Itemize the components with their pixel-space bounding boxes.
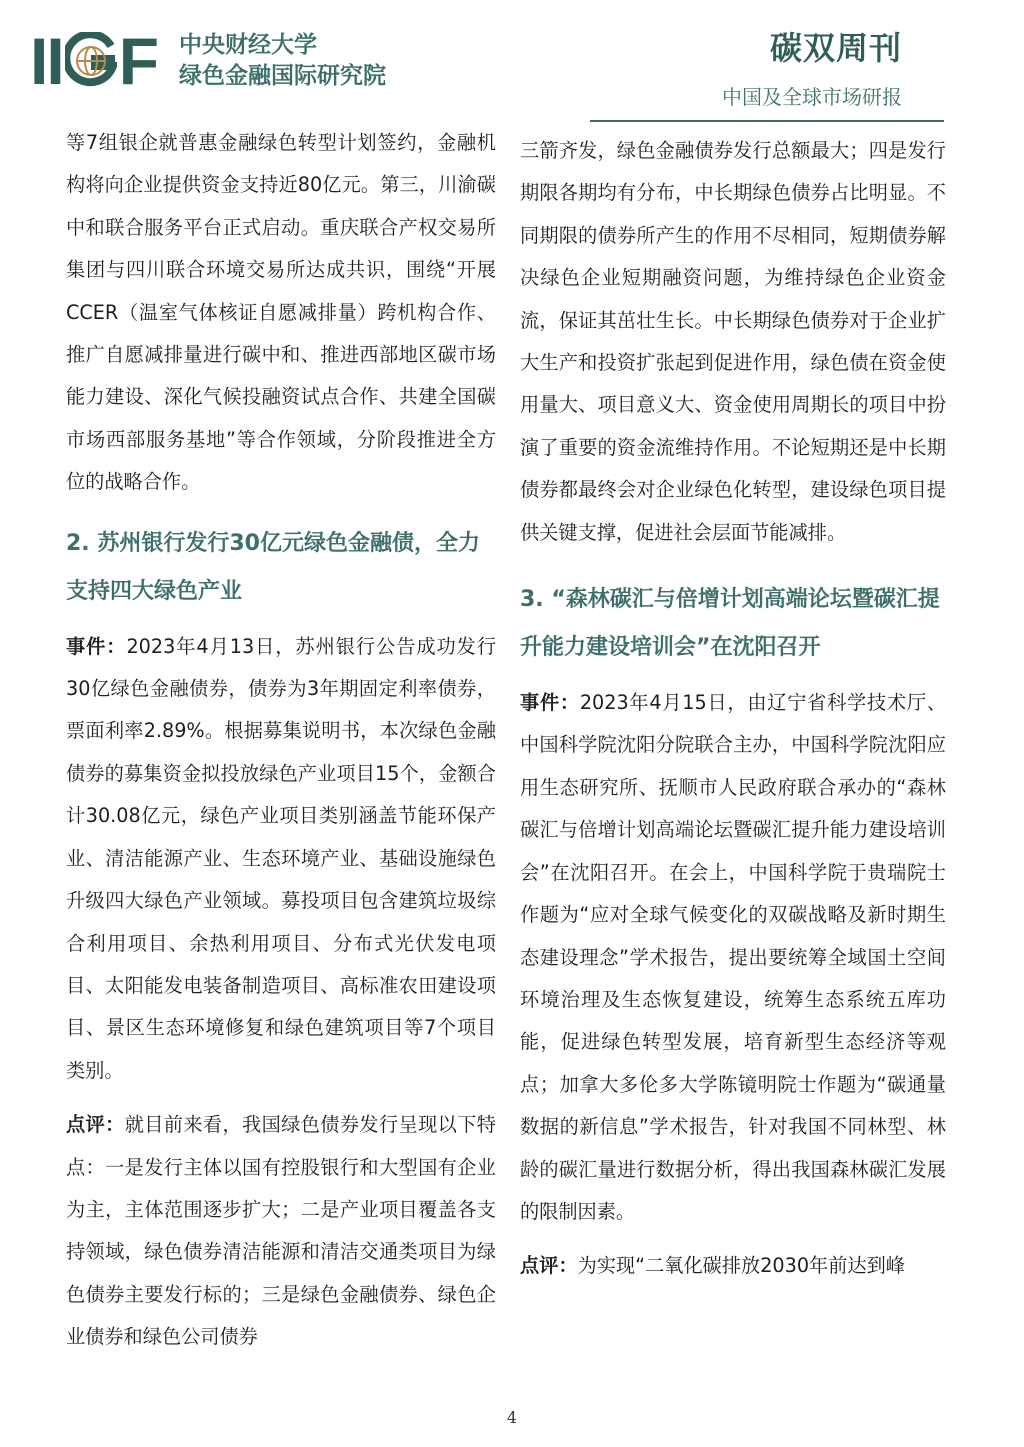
left-column [66, 122, 496, 1359]
event-text: 2023年4月15日，由辽宁省科学技术厅、中国科学院沈阳分院联合主办，中国科学院沈阳应用生态研究所、抚顺市人民政府联合承办的“森林碳汇与倍增计划高端论坛暨碳汇提升能力建设培训会”在沈阳召开。在会上，中国科学院于贵瑞院士作题为“应对全球气候变化的双碳战略及新时期生态建设理念”学术报告，提出要统筹全域国土空间环境治理及生态恢复建设，统筹生态系统五库功能，促进绿色转型发展，培育新型生态经济等观点；加拿大多伦多大学陈镜明院士作题为“碳通量数据的新信息”学术报告，针对我国不同林型、林龄的碳汇量进行数据分析，得出我国森林碳汇发展的限制因素。 [520, 691, 947, 1223]
logo-mark [30, 24, 158, 98]
section-3-comment [520, 1245, 946, 1287]
event-text: 2023年4月13日，苏州银行公告成功发行30亿绿色金融债券，债券为3年期固定利率债券，票面利率2.89%。根据募集说明书，本次绿色金融债券的募集资金拟投放绿色产业项目15个，金额合计30.08亿元，绿色产业项目类别涵盖节能环保产业、清洁能源产业、生态环境产业、基础设施绿色升级四大绿色产业领域。募投项目包含建筑垃圾综合利用项目、余热利用项目、分布式光伏发电项目、太阳能发电装备制造项目、高标准农田建设项目、景区生态环境修复和绿色建筑项目等7个项目类别。 [66, 634, 497, 1082]
section-2-comment [66, 1104, 496, 1358]
logo-mark-left: II [30, 24, 63, 98]
comment-text: 就目前来看，我国绿色债券发行呈现以下特点：一是发行主体以国有控股银行和大型国有企业为主，主体范围逐步扩大；二是产业项目覆盖各支持领域，绿色债券清洁能源和清洁交通类项目为绿色债券主要发行标的；三是绿色金融债券、绿色企业债券和绿色公司债券 [66, 1113, 496, 1349]
section-3-event [520, 682, 946, 1233]
section-2-event [66, 626, 496, 1092]
publication-title: 碳双周刊 [769, 29, 902, 67]
section-2-heading: 2. 苏州银行发行30亿元绿色金融债，全力支持四大绿色产业 [66, 530, 480, 604]
org-name [179, 30, 386, 92]
publication-block [722, 28, 902, 110]
logo-mark-right: F [118, 24, 158, 98]
event-label: 事件： [66, 634, 127, 658]
right-column [520, 130, 946, 1288]
page-number: 4 [506, 1408, 518, 1427]
page-header [0, 0, 1024, 125]
continued-paragraph: 三箭齐发，绿色金融债券发行总额最大；四是发行期限各期均有分布，中长期绿色债券占比明显。不同期限的债券所产生的作用不尽相同，短期债券解决绿色企业短期融资问题，为维持绿色企业资金流，保证其茁壮生长。中长期绿色债券对于企业扩大生产和投资扩张起到促进作用，绿色债在资金使用量大、项目意义大、资金使用周期长的项目中扮演了重要的资金流维持作用。不论短期还是中长期债券都最终会对企业绿色化转型，建设绿色项目提供关键支撑，促进社会层面节能减排。 [520, 139, 946, 544]
comment-label: 点评： [520, 1254, 578, 1278]
comment-text: 为实现“二氧化碳排放2030年前达到峰 [577, 1254, 905, 1278]
comment-label: 点评： [66, 1113, 125, 1137]
org-name-line1: 中央财经大学 [179, 32, 318, 58]
continued-paragraph: 等7组银企就普惠金融绿色转型计划签约，金融机构将向企业提供资金支持近80亿元。第三，川渝碳中和联合服务平台正式启动。重庆联合产权交易所集团与四川联合环境交易所达成共识，围绕“开展CCER（温室气体核证自愿减排量）跨机构合作、推广自愿减排量进行碳中和、推进西部地区碳市场能力建设、深化气候投融资试点合作、共建全国碳市场西部服务基地”等合作领域，分阶段推进全方位的战略合作。 [66, 131, 496, 494]
iigf-logo [30, 24, 387, 98]
event-label: 事件： [520, 691, 580, 715]
org-name-line2: 绿色金融国际研究院 [179, 63, 387, 89]
publication-subtitle: 中国及全球市场研报 [722, 85, 902, 109]
section-3-heading: 3. “森林碳汇与倍增计划高端论坛暨碳汇提升能力建设培训会”在沈阳召开 [520, 587, 940, 661]
header-divider [590, 120, 944, 122]
globe-icon [65, 32, 117, 90]
